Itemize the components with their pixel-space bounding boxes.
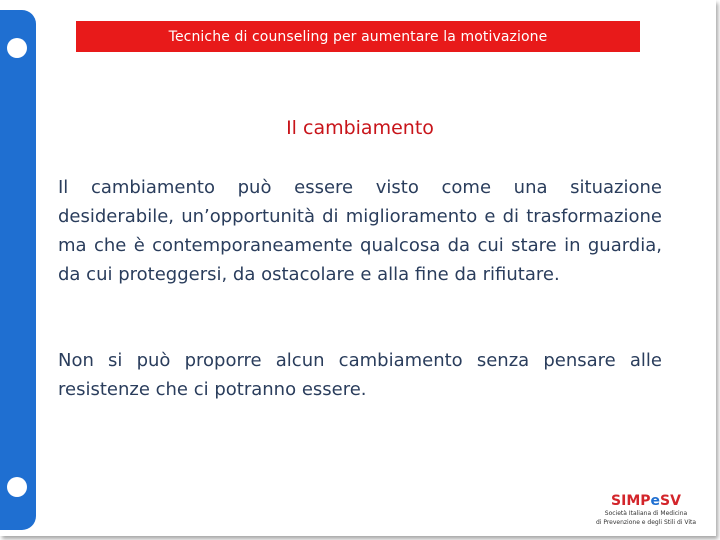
header-bar [76, 21, 640, 52]
logo-subtitle-2: di Prevenzione e degli Stili di Vita [595, 519, 697, 526]
section-title: Il cambiamento [286, 117, 434, 139]
paragraph-2: Non si può proporre alcun cambiamento senza pensare alle resistenze che ci potranno essere. [58, 350, 662, 400]
circle-icon-bottom [7, 477, 27, 497]
paragraph-1: Il cambiamento può essere visto come una situazione desiderabile, un’opportunità di miglioramento e di trasformazione ma che è contemporaneamente qualcosa da cui stare in guardia, da cui proteggersi, da ostacolare e alla fine da rifiutare. [58, 177, 662, 285]
simpesv-logo [586, 494, 706, 528]
header-title: Tecniche di counseling per aumentare la motivazione [168, 28, 548, 45]
logo-subtitle-1: Società Italiana di Medicina [604, 510, 688, 517]
side-bar [0, 10, 36, 530]
logo-wordmark: SIMPeSV [611, 493, 681, 509]
circle-icon-top [7, 38, 27, 58]
